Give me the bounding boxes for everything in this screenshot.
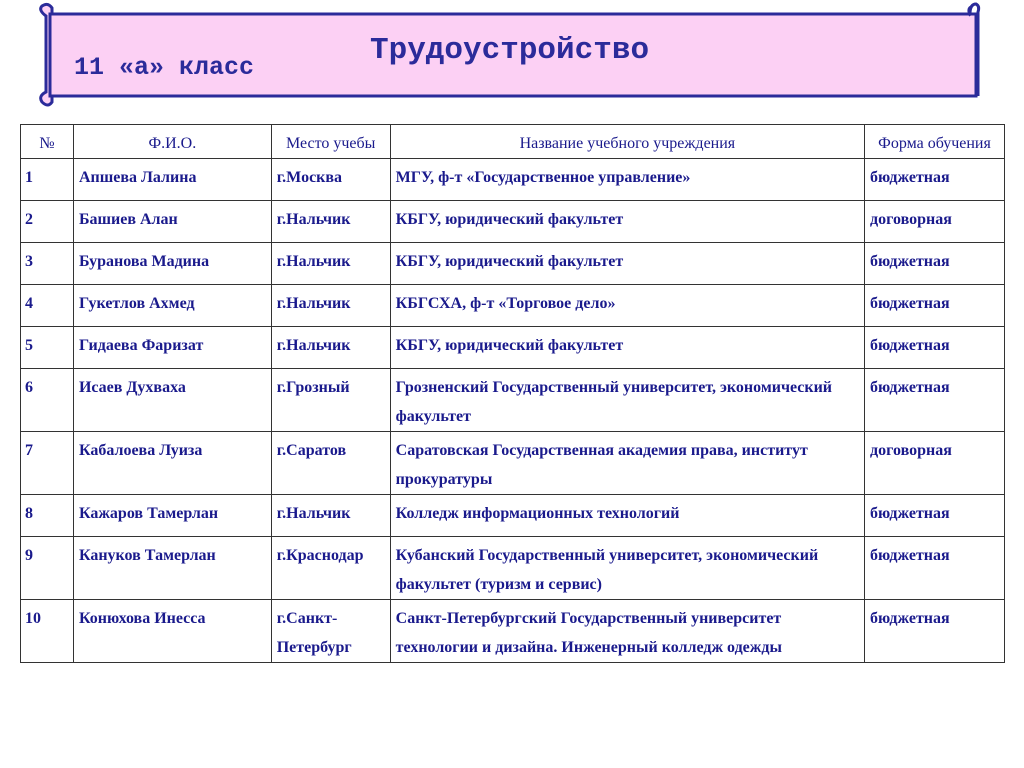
cell-form: бюджетная xyxy=(865,159,1005,201)
table-header-row xyxy=(21,125,1005,159)
cell-form: бюджетная xyxy=(865,285,1005,327)
cell-name: Буранова Мадина xyxy=(73,243,271,285)
cell-name: Кабалоева Луиза xyxy=(73,432,271,495)
cell-place: г.Грозный xyxy=(271,369,390,432)
cell-place: г.Нальчик xyxy=(271,327,390,369)
cell-name: Апшева Лалина xyxy=(73,159,271,201)
cell-institution: Грозненский Государственный университет, экономический факультет xyxy=(390,369,864,432)
cell-name: Кануков Тамерлан xyxy=(73,537,271,600)
cell-institution: МГУ, ф-т «Государственное управление» xyxy=(390,159,864,201)
table-row xyxy=(21,537,1005,600)
table-row xyxy=(21,600,1005,663)
cell-institution: Санкт-Петербургский Государственный университет технологии и дизайна. Инженерный колледж одежды xyxy=(390,600,864,663)
cell-num: 3 xyxy=(21,243,74,285)
cell-institution: КБГСХА, ф-т «Торговое дело» xyxy=(390,285,864,327)
table-row xyxy=(21,327,1005,369)
cell-num: 8 xyxy=(21,495,74,537)
cell-name: Башиев Алан xyxy=(73,201,271,243)
cell-form: бюджетная xyxy=(865,495,1005,537)
cell-place: г.Санкт-Петербург xyxy=(271,600,390,663)
cell-form: бюджетная xyxy=(865,327,1005,369)
cell-form: бюджетная xyxy=(865,600,1005,663)
table-body xyxy=(21,159,1005,663)
cell-institution: Саратовская Государственная академия права, институт прокуратуры xyxy=(390,432,864,495)
cell-form: договорная xyxy=(865,432,1005,495)
cell-form: бюджетная xyxy=(865,537,1005,600)
cell-name: Гидаева Фаризат xyxy=(73,327,271,369)
cell-num: 10 xyxy=(21,600,74,663)
cell-institution: КБГУ, юридический факультет xyxy=(390,243,864,285)
cell-institution: КБГУ, юридический факультет xyxy=(390,327,864,369)
cell-place: г.Краснодар xyxy=(271,537,390,600)
cell-num: 7 xyxy=(21,432,74,495)
cell-place: г.Нальчик xyxy=(271,495,390,537)
column-header-form: Форма обучения xyxy=(865,125,1005,159)
cell-name: Конюхова Инесса xyxy=(73,600,271,663)
table-row xyxy=(21,201,1005,243)
cell-name: Исаев Духваха xyxy=(73,369,271,432)
cell-place: г.Нальчик xyxy=(271,243,390,285)
cell-num: 1 xyxy=(21,159,74,201)
cell-num: 6 xyxy=(21,369,74,432)
cell-form: бюджетная xyxy=(865,369,1005,432)
table-row xyxy=(21,285,1005,327)
cell-place: г.Москва xyxy=(271,159,390,201)
table-row xyxy=(21,369,1005,432)
cell-place: г.Саратов xyxy=(271,432,390,495)
cell-institution: Кубанский Государственный университет, экономический факультет (туризм и сервис) xyxy=(390,537,864,600)
cell-place: г.Нальчик xyxy=(271,201,390,243)
table-row xyxy=(21,495,1005,537)
cell-num: 9 xyxy=(21,537,74,600)
table-row xyxy=(21,159,1005,201)
cell-institution: Колледж информационных технологий xyxy=(390,495,864,537)
cell-institution: КБГУ, юридический факультет xyxy=(390,201,864,243)
column-header-institution: Название учебного учреждения xyxy=(390,125,864,159)
cell-place: г.Нальчик xyxy=(271,285,390,327)
cell-num: 4 xyxy=(21,285,74,327)
cell-num: 2 xyxy=(21,201,74,243)
class-label: 11 «а» класс xyxy=(74,53,255,82)
page-title: Трудоустройство xyxy=(370,33,650,68)
cell-name: Кажаров Тамерлан xyxy=(73,495,271,537)
cell-form: договорная xyxy=(865,201,1005,243)
cell-form: бюджетная xyxy=(865,243,1005,285)
table-row xyxy=(21,432,1005,495)
column-header-name: Ф.И.О. xyxy=(73,125,271,159)
column-header-place: Место учебы xyxy=(271,125,390,159)
table-row xyxy=(21,243,1005,285)
cell-num: 5 xyxy=(21,327,74,369)
column-header-num: № xyxy=(21,125,74,159)
employment-table xyxy=(20,124,1005,663)
cell-name: Гукетлов Ахмед xyxy=(73,285,271,327)
